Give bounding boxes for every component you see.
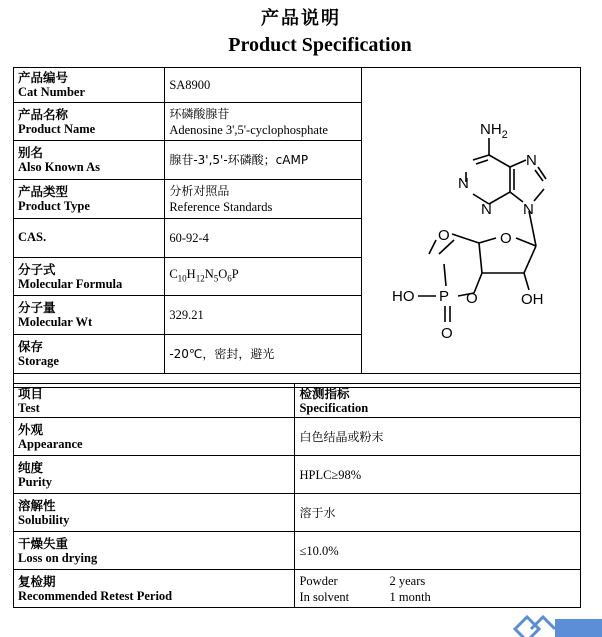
cat-number-value: SA8900 xyxy=(165,68,362,103)
also-known-as-value: 腺苷-3',5'-环磷酸；cAMP xyxy=(165,141,362,180)
appearance-value: 白色结晶或粉末 xyxy=(295,418,581,456)
nh2-label: $NH_2$ xyxy=(479,121,508,141)
product-type-value: 分析对照品 Reference Standards xyxy=(165,180,362,219)
purity-label: 纯度 Purity xyxy=(14,456,295,494)
double-bond-o-label: O xyxy=(440,325,453,342)
solubility-label: 溶解性 Solubility xyxy=(14,494,295,532)
o3-label: O xyxy=(465,290,478,307)
n1-label: N xyxy=(457,175,469,192)
n9-label: N xyxy=(522,201,534,218)
camp-structure-diagram xyxy=(366,68,576,368)
loss-on-drying-value: ≤10.0% xyxy=(295,532,581,570)
solvent-value: 1 month xyxy=(389,589,431,604)
solvent-label: In solvent xyxy=(299,589,350,604)
p-label: P xyxy=(438,288,449,305)
molecular-wt-value: 329.21 xyxy=(165,296,362,335)
retest-period-value xyxy=(295,570,581,608)
storage-label: 保存 Storage xyxy=(14,335,165,374)
cat-number-label: 产品编号 Cat Number xyxy=(14,68,165,103)
product-name-label: 产品名称 Product Name xyxy=(14,102,165,141)
solubility-value: 溶于水 xyxy=(295,494,581,532)
product-info-table xyxy=(13,67,581,388)
ring-o-label: O xyxy=(499,230,512,247)
specification-table xyxy=(13,383,581,608)
cas-value: 60-92-4 xyxy=(165,218,362,257)
purity-value: HPLC≥98% xyxy=(295,456,581,494)
cas-label: CAS. xyxy=(14,218,165,257)
test-header: 项目 Test xyxy=(14,384,295,418)
molecular-formula-label: 分子式 Molecular Formula xyxy=(14,257,165,296)
powder-label: Powder xyxy=(299,573,338,588)
page-title-chinese: 产品说明 xyxy=(261,8,341,29)
loss-on-drying-label: 干燥失重 Loss on drying xyxy=(14,532,295,570)
structure-cell xyxy=(361,68,580,374)
appearance-label: 外观 Appearance xyxy=(14,418,295,456)
product-name-value: 环磷酸腺苷 Adenosine 3',5'-cyclophosphate xyxy=(165,102,362,141)
page-title: Product Specification xyxy=(228,34,412,56)
retest-period-label: 复检期 Recommended Retest Period xyxy=(14,570,295,608)
molecular-formula-value: $C_{10}H_{12}N_5O_6P$ xyxy=(165,257,362,296)
corner-logo-icon xyxy=(507,607,602,637)
storage-value: -20℃，密封，避光 xyxy=(165,335,362,374)
n7-label: N xyxy=(525,152,537,169)
oh-label: OH xyxy=(520,291,544,308)
ho-label: HO xyxy=(391,288,415,305)
n3-label: N xyxy=(480,201,492,218)
product-type-label: 产品类型 Product Type xyxy=(14,180,165,219)
specification-header: 检测指标 Specification xyxy=(295,384,581,418)
molecular-wt-label: 分子量 Molecular Wt xyxy=(14,296,165,335)
o5-label: O xyxy=(437,227,450,244)
also-known-as-label: 别名 Also Known As xyxy=(14,141,165,180)
powder-value: 2 years xyxy=(389,573,426,588)
